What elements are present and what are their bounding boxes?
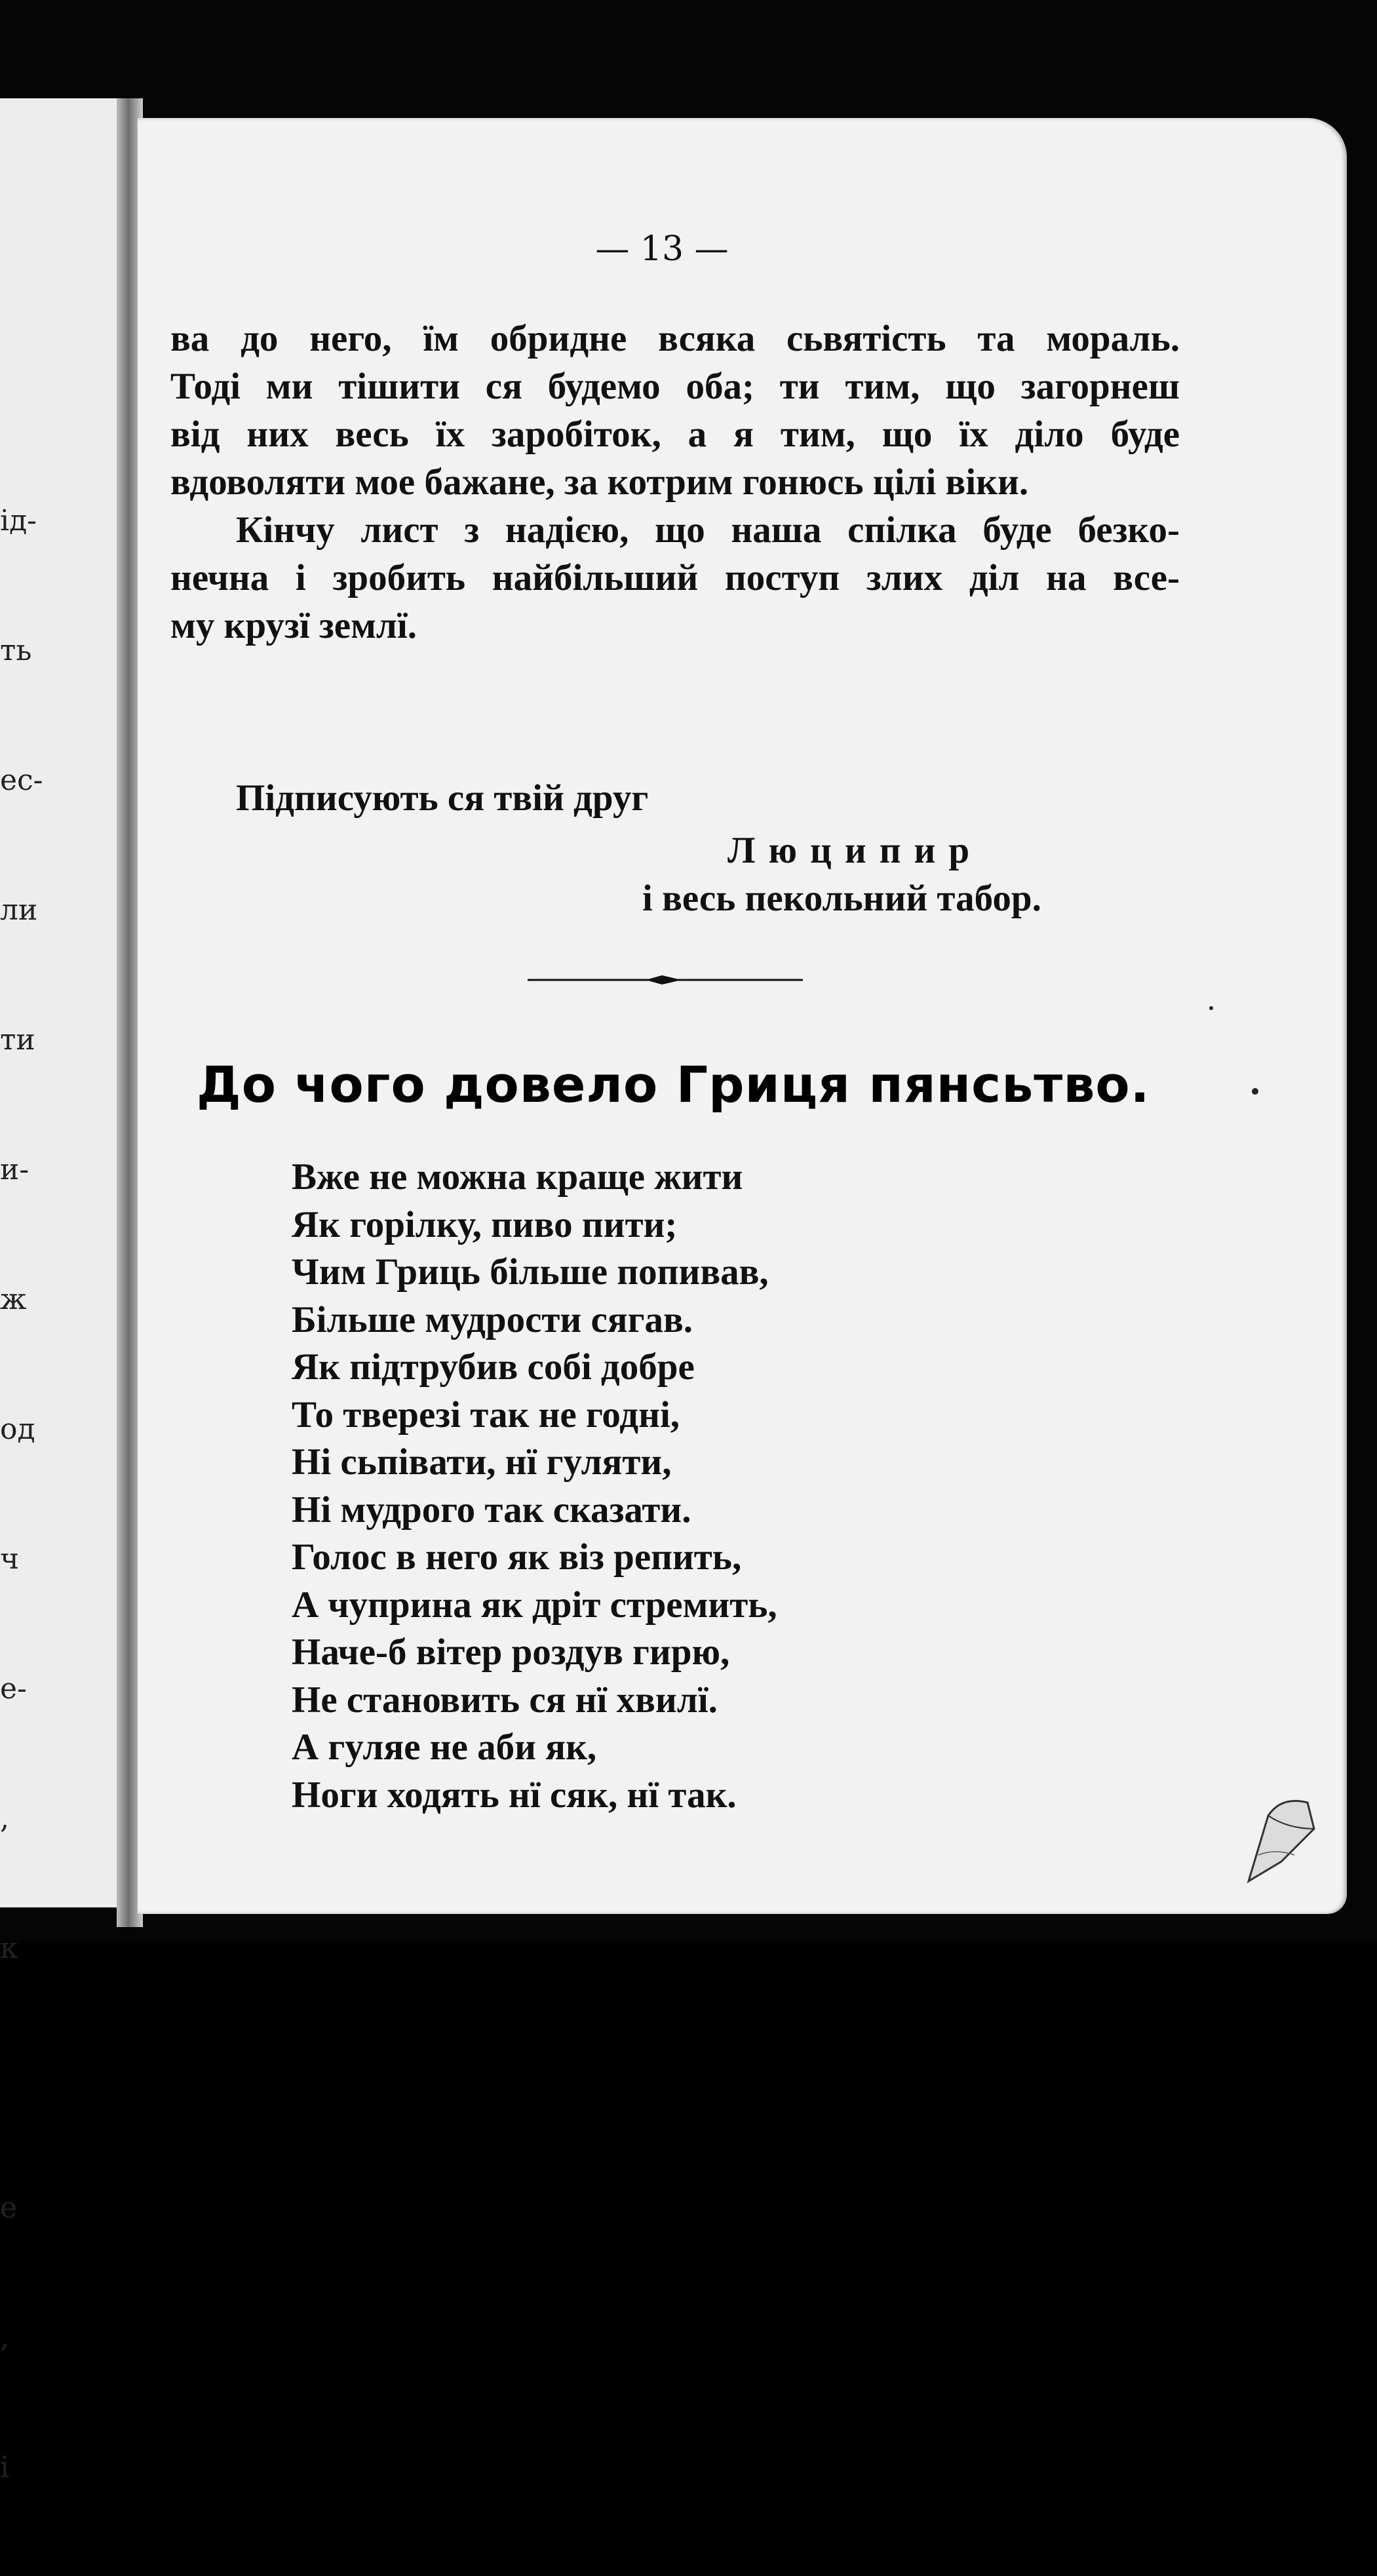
poem-line: Як горілку, пиво пити;	[292, 1203, 678, 1245]
poem-text	[292, 1154, 777, 1819]
left-fragment: к	[0, 1932, 18, 1965]
left-fragment: ід-	[0, 504, 37, 537]
left-fragment: од	[0, 1413, 35, 1446]
left-fragment	[0, 2057, 39, 2100]
poem-line: Ні сьпівати, нї гуляти,	[292, 1441, 672, 1483]
letter-line: від них весь їх заробіток, а я тим, що їх діло буде	[170, 414, 1180, 455]
poem-line: Голос в него як віз репить,	[292, 1536, 742, 1578]
poem-line: Ноги ходять нї сяк, нї так.	[292, 1774, 737, 1816]
left-fragment: ес-	[0, 764, 43, 797]
letter-line: Тоді ми тішити ся будемо оба; ти тим, що загорнеш	[170, 366, 1180, 407]
signature-group: і весь пекольний табор.	[642, 878, 1041, 919]
poem-line: Як підтрубив собі добре	[292, 1346, 695, 1388]
poem-line: А чуприна як дріт стремить,	[292, 1584, 777, 1626]
letter-line: нечна і зробить найбільший поступ злих діл на все-	[170, 557, 1180, 598]
left-fragment: ть	[0, 634, 32, 667]
page-number: — 13 —	[595, 229, 729, 269]
poem-line: То тверезі так не годні,	[292, 1394, 680, 1435]
poem-line: Вже не можна краще жити	[292, 1156, 743, 1198]
poem-title: До чого довело Гриця пянсьтво.	[197, 1055, 1150, 1114]
page-corner-curl	[1242, 1789, 1321, 1888]
left-fragment: ли	[0, 893, 38, 927]
left-fragment: е	[0, 2191, 18, 2225]
left-fragment: ,	[0, 1802, 9, 1835]
ink-speck	[1209, 1006, 1213, 1010]
letter-line: му крузї землї.	[170, 605, 417, 646]
left-fragment: і	[0, 2451, 10, 2484]
left-fragment: ч	[0, 1542, 20, 1576]
left-page-text-fragments	[0, 413, 43, 2576]
poem-line: Наче-б вітер роздув гирю,	[292, 1631, 730, 1673]
poem-line: А гуляе не аби як,	[292, 1727, 597, 1768]
left-fragment: ти	[0, 1023, 35, 1057]
letter-line: вдоволяти мое бажане, за котрим гонюсь цілі віки.	[170, 461, 1029, 503]
poem-line: Чим Гриць більше попивав,	[292, 1251, 769, 1293]
left-facing-page	[0, 98, 125, 2484]
poem-line: Більше мудрости сягав.	[292, 1298, 693, 1340]
left-fragment: и-	[0, 1153, 29, 1186]
poem-line: Ні мудрого так сказати.	[292, 1489, 691, 1531]
poem-line: Не становить ся нї хвилї.	[292, 1679, 718, 1721]
main-page	[138, 118, 1347, 1914]
letter-line: ва до него, їм обридне всяка сьвятість та мораль.	[170, 318, 1180, 359]
ink-speck	[1252, 1088, 1258, 1095]
left-fragment: ж	[0, 1283, 27, 1316]
letter-line: Кінчу лист з надією, що наша спілка буде безко-	[236, 509, 1180, 551]
left-fragment: ,	[0, 2321, 9, 2354]
signature-intro: Підписують ся твій друг	[236, 777, 649, 819]
section-divider-ornament	[528, 970, 803, 990]
signature-name: Люципир	[727, 830, 983, 871]
left-fragment: е-	[0, 1672, 27, 1706]
letter-text	[170, 315, 1180, 650]
